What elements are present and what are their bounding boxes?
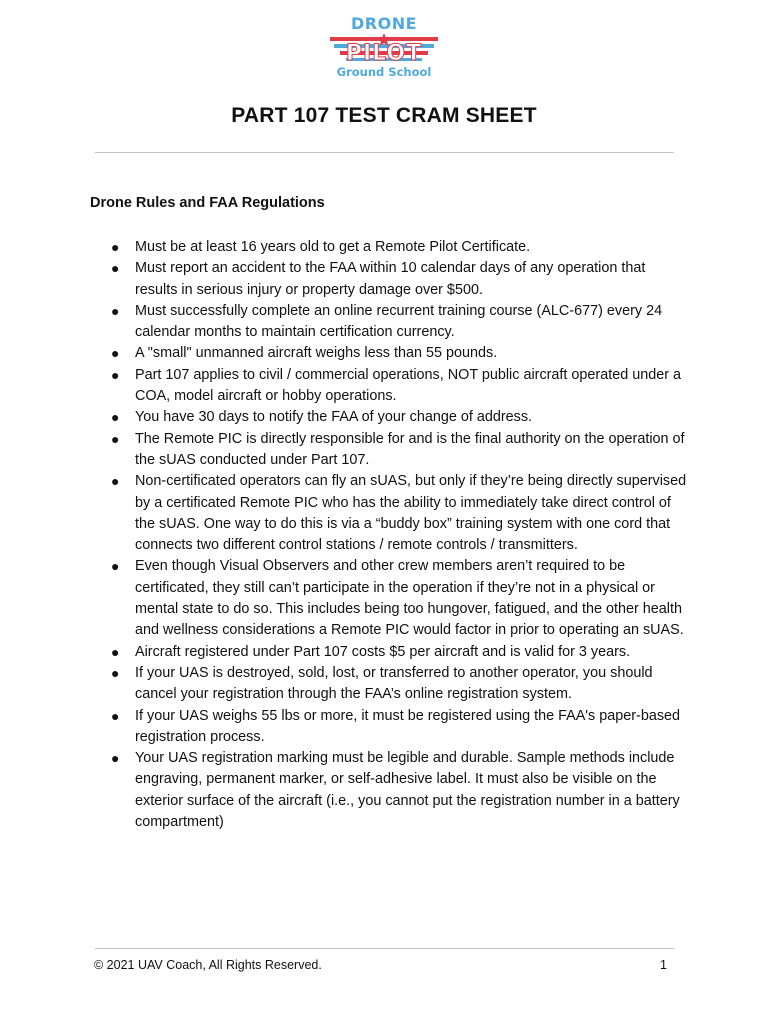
logo-top-text: DRONE [350, 14, 418, 33]
list-item-text: Must successfully complete an online recurrent training course (ALC-677) every 24 calendar months to maintain certification currency. [135, 302, 663, 341]
list-item [111, 258, 691, 301]
bullet-icon: ● [111, 430, 120, 447]
bullet-icon: ● [111, 345, 120, 362]
bullet-icon: ● [111, 643, 120, 660]
rules-list [111, 237, 691, 833]
footer-divider [95, 948, 674, 949]
footer-copyright: © 2021 UAV Coach, All Rights Reserved. [94, 958, 322, 972]
bullet-icon: ● [111, 302, 120, 319]
list-item [111, 343, 691, 364]
list-item-text: If your UAS weighs 55 lbs or more, it must be registered using the FAA's paper-based registration process. [135, 707, 681, 745]
section-heading: Drone Rules and FAA Regulations [90, 195, 325, 211]
logo-middle-text: PILOT [345, 41, 423, 66]
list-item-text: Must be at least 16 years old to get a Remote Pilot Certificate. [135, 239, 531, 255]
list-item-text: The Remote PIC is directly responsible for and is the final authority on the operation of the sUAS conducted under Part 107. [135, 430, 685, 468]
bullet-icon: ● [111, 409, 120, 426]
list-item-text: You have 30 days to notify the FAA of your change of address. [135, 409, 533, 426]
list-item [111, 407, 691, 428]
list-item [111, 365, 691, 408]
bullet-icon: ● [111, 707, 120, 724]
document-title: PART 107 TEST CRAM SHEET [231, 104, 537, 127]
list-item [111, 237, 691, 258]
list-item [111, 556, 691, 641]
list-item-text: A "small" unmanned aircraft weighs less than 55 pounds. [135, 345, 498, 362]
header-divider [95, 152, 674, 153]
bullet-icon: ● [111, 664, 120, 681]
list-item [111, 706, 691, 749]
bullet-icon: ● [111, 750, 120, 767]
list-item-text: Non-certificated operators can fly an sUAS, but only if they’re being directly supervised by a certificated Remote PIC who has the ability to immediately take direct control of the sUAS. One way to do this is via a “buddy box” training system with one cord that connects two different control stations / remote controls / transmitters. [135, 473, 687, 554]
list-item [111, 429, 691, 472]
logo-bottom-text: Ground School [336, 65, 432, 79]
bullet-icon: ● [111, 366, 120, 383]
list-item-text: Even though Visual Observers and other crew members aren’t required to be certificated, they still can’t participate in the operation if they’re not in a physical or mental state to do so. This includes being too hungover, fatigued, and the other health and wellness considerations a Remote PIC would factor in prior to operating an sUAS. [135, 558, 684, 639]
page-number: 1 [660, 958, 667, 972]
list-item-text: Part 107 applies to civil / commercial operations, NOT public aircraft operated under a COA, model aircraft or hobby operations. [135, 366, 682, 405]
drone-pilot-ground-school-logo [328, 12, 440, 82]
list-item-text: Must report an accident to the FAA within 10 calendar days of any operation that results in serious injury or property damage over $500. [135, 260, 646, 298]
bullet-icon: ● [111, 473, 120, 490]
list-item [111, 642, 691, 663]
list-item [111, 748, 691, 833]
list-item-text: Your UAS registration marking must be legible and durable. Sample methods include engraving, permanent marker, or self-adhesive label. It must also be visible on the exterior surface of the aircraft (i.e., you cannot put the registration number in a battery compartment) [135, 750, 680, 831]
list-item [111, 663, 691, 706]
list-item-text: If your UAS is destroyed, sold, lost, or transferred to another operator, you should cancel your registration through the FAA’s online registration system. [135, 664, 653, 703]
bullet-icon: ● [111, 260, 120, 277]
list-item [111, 471, 691, 556]
list-item-text: Aircraft registered under Part 107 costs $5 per aircraft and is valid for 3 years. [135, 643, 631, 660]
list-item [111, 301, 691, 344]
bullet-icon: ● [111, 558, 120, 575]
bullet-icon: ● [111, 239, 120, 255]
